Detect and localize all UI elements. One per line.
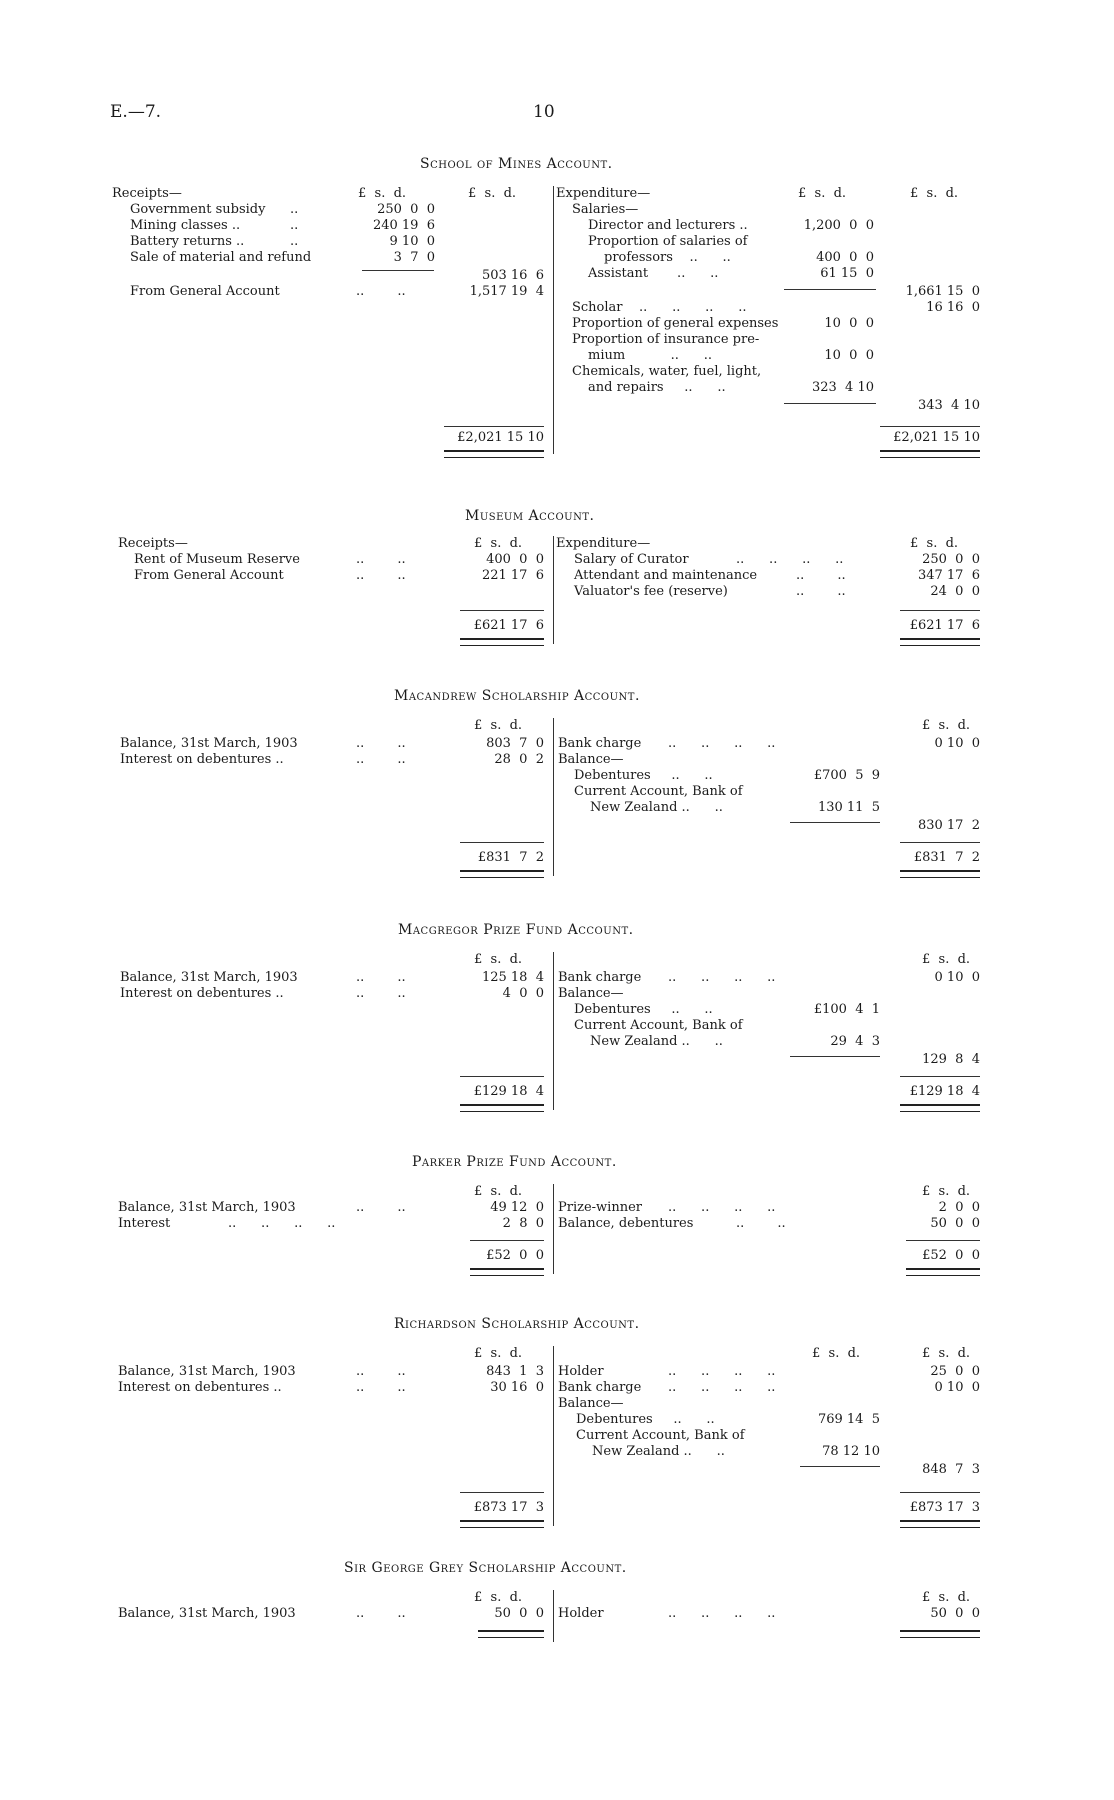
expense-label: Attendant and maintenance xyxy=(574,568,758,583)
expenditure-label: Expenditure— xyxy=(556,536,651,551)
receipt-label: Rent of Museum Reserve xyxy=(134,552,300,567)
receipt-amount: 30 16 0 xyxy=(490,1380,544,1395)
leader-dots: .. .. xyxy=(356,1380,406,1395)
expense-group: Salaries— xyxy=(572,202,639,217)
double-rule xyxy=(906,1268,980,1276)
expense-amount: 323 4 10 xyxy=(811,380,874,395)
expense-label: Proportion of insurance pre- xyxy=(572,332,760,347)
column-header: £ s. d. xyxy=(474,1590,523,1605)
column-header: £ s. d. xyxy=(474,718,523,733)
expense-amount: 400 0 0 xyxy=(816,250,874,265)
expense-label: Bank charge xyxy=(558,736,642,751)
receipts-label: Receipts— xyxy=(112,186,182,201)
expense-amount: 24 0 0 xyxy=(930,584,980,599)
receipt-subtotal: 503 16 6 xyxy=(481,268,544,283)
expense-label: Current Account, Bank of xyxy=(574,784,743,799)
receipts-total: £129 18 4 xyxy=(473,1084,544,1099)
rule xyxy=(460,610,544,611)
leader-dots: .. .. xyxy=(356,736,406,751)
receipt-label: Balance, 31st March, 1903 xyxy=(118,1606,296,1621)
page-number: 10 xyxy=(533,102,555,122)
receipt-label: Balance, 31st March, 1903 xyxy=(118,1364,296,1379)
receipt-amount: 49 12 0 xyxy=(490,1200,544,1215)
leader-dots: .. .. xyxy=(796,568,846,583)
receipt-label: Battery returns .. xyxy=(130,234,245,249)
leader-dots: .. .. .. .. xyxy=(668,1380,776,1395)
expense-label: Debentures .. .. xyxy=(576,1412,715,1427)
rule xyxy=(470,1240,544,1241)
column-header: £ s. d. xyxy=(910,186,959,201)
receipt-label: Balance, 31st March, 1903 xyxy=(120,736,298,751)
column-header: £ s. d. xyxy=(922,1184,971,1199)
rule xyxy=(460,1076,544,1077)
expense-label: Assistant .. .. xyxy=(588,266,719,281)
leader-dots: .. .. .. .. xyxy=(668,970,776,985)
expense-label: Scholar .. .. .. .. xyxy=(572,300,747,315)
expense-label: professors .. .. xyxy=(604,250,731,265)
column-header: £ s. d. xyxy=(474,1346,523,1361)
receipt-amount: 50 0 0 xyxy=(494,1606,544,1621)
leader-dots: .. .. .. .. xyxy=(668,736,776,751)
expense-subtotal: 1,661 15 0 xyxy=(905,284,980,299)
receipt-amount: 803 7 0 xyxy=(486,736,544,751)
expense-amount: 2 0 0 xyxy=(938,1200,980,1215)
expense-amount: 0 10 0 xyxy=(934,1380,980,1395)
double-rule xyxy=(900,870,980,878)
receipt-label: From General Account xyxy=(134,568,284,583)
expense-subtotal: 129 8 4 xyxy=(922,1052,980,1067)
expense-label: Bank charge xyxy=(558,1380,642,1395)
receipts-total: £2,021 15 10 xyxy=(457,430,544,445)
leader-dots: .. .. xyxy=(356,552,406,567)
leader-dots: .. .. xyxy=(356,568,406,583)
expense-label: Debentures .. .. xyxy=(574,1002,713,1017)
double-rule xyxy=(900,1520,980,1528)
leader-dots: .. .. .. .. xyxy=(228,1216,336,1231)
section-title: Richardson Scholarship Account. xyxy=(394,1316,640,1332)
receipt-amount: 3 7 0 xyxy=(393,250,435,265)
expense-label: Proportion of salaries of xyxy=(588,234,748,249)
leader-dots: .. .. xyxy=(356,986,406,1001)
column-divider xyxy=(553,1346,554,1526)
section-title: Macandrew Scholarship Account. xyxy=(394,688,640,704)
column-divider xyxy=(553,1590,554,1642)
receipt-label: Interest xyxy=(118,1216,171,1231)
leader-dots: .. .. .. .. xyxy=(668,1364,776,1379)
rule xyxy=(800,1466,880,1467)
column-header: £ s. d. xyxy=(474,1184,523,1199)
rule xyxy=(900,842,980,843)
column-header: £ s. d. xyxy=(922,1346,971,1361)
expenditure-total: £621 17 6 xyxy=(909,618,980,633)
section-title: Sir George Grey Scholarship Account. xyxy=(344,1560,627,1576)
double-rule xyxy=(900,1630,980,1638)
receipt-label: Mining classes .. xyxy=(130,218,241,233)
receipt-amount: 843 1 3 xyxy=(486,1364,544,1379)
receipt-amount: 28 0 2 xyxy=(494,752,544,767)
expense-amount: 130 11 5 xyxy=(817,800,880,815)
expense-label: New Zealand .. .. xyxy=(590,1034,723,1049)
double-rule xyxy=(460,870,544,878)
double-rule xyxy=(478,1630,544,1638)
expense-subtotal: 830 17 2 xyxy=(917,818,980,833)
rule xyxy=(784,403,876,404)
rule xyxy=(900,1492,980,1493)
rule xyxy=(784,289,876,290)
column-header: £ s. d. xyxy=(468,186,517,201)
leader-dots: .. .. xyxy=(356,970,406,985)
expense-label: Current Account, Bank of xyxy=(574,1018,743,1033)
section-title: Parker Prize Fund Account. xyxy=(412,1154,617,1170)
leader-dots: .. .. .. .. xyxy=(668,1200,776,1215)
receipt-label: Interest on debentures .. xyxy=(120,986,284,1001)
leader-dots: .. .. .. .. xyxy=(736,552,844,567)
receipt-label: Balance, 31st March, 1903 xyxy=(120,970,298,985)
leader-dots: .. .. xyxy=(356,284,406,299)
section-title: School of Mines Account. xyxy=(420,156,613,172)
expenditure-label: Expenditure— xyxy=(556,186,651,201)
rule xyxy=(880,426,980,427)
receipt-amount: 250 0 0 xyxy=(377,202,435,217)
receipts-label: Receipts— xyxy=(118,536,188,551)
receipt-amount: 125 18 4 xyxy=(481,970,544,985)
column-divider xyxy=(553,536,554,644)
expense-amount: 50 0 0 xyxy=(930,1606,980,1621)
leader-dots: .. .. xyxy=(356,1364,406,1379)
expense-label: Current Account, Bank of xyxy=(576,1428,745,1443)
expense-label: Holder xyxy=(558,1364,604,1379)
column-header: £ s. d. xyxy=(910,536,959,551)
leader-dots: .. .. xyxy=(356,1200,406,1215)
expense-amount: 1,200 0 0 xyxy=(803,218,874,233)
expenditure-total: £129 18 4 xyxy=(909,1084,980,1099)
expenditure-total: £2,021 15 10 xyxy=(893,430,980,445)
receipt-label: Sale of material and refund xyxy=(130,250,312,265)
expense-amount: 0 10 0 xyxy=(934,736,980,751)
column-divider xyxy=(553,718,554,876)
expense-label: New Zealand .. .. xyxy=(590,800,723,815)
expense-amount: 0 10 0 xyxy=(934,970,980,985)
leader-dots: .. .. xyxy=(736,1216,786,1231)
rule xyxy=(906,1240,980,1241)
rule xyxy=(900,610,980,611)
expense-amount: 769 14 5 xyxy=(817,1412,880,1427)
rule xyxy=(460,842,544,843)
column-header: £ s. d. xyxy=(474,952,523,967)
receipt-amount: 2 8 0 xyxy=(502,1216,544,1231)
expense-group: Balance— xyxy=(558,752,624,767)
leader-dots: .. .. xyxy=(356,1606,406,1621)
column-header: £ s. d. xyxy=(812,1346,861,1361)
double-rule xyxy=(444,450,544,458)
expenditure-total: £873 17 3 xyxy=(909,1500,980,1515)
receipt-label: Interest on debentures .. xyxy=(118,1380,282,1395)
rule xyxy=(362,270,434,271)
expense-label: Holder xyxy=(558,1606,604,1621)
receipt-label: From General Account xyxy=(130,284,280,299)
receipts-total: £873 17 3 xyxy=(473,1500,544,1515)
double-rule xyxy=(460,638,544,646)
rule xyxy=(444,426,544,427)
leader-dots: .. .. xyxy=(796,584,846,599)
rule xyxy=(900,1076,980,1077)
double-rule xyxy=(470,1268,544,1276)
double-rule xyxy=(460,1104,544,1112)
leader-dots: .. xyxy=(290,234,299,249)
rule xyxy=(790,1056,880,1057)
receipt-amount: 400 0 0 xyxy=(486,552,544,567)
rule xyxy=(790,822,880,823)
receipt-label: Interest on debentures .. xyxy=(120,752,284,767)
receipt-amount: 221 17 6 xyxy=(481,568,544,583)
receipt-label: Government subsidy xyxy=(130,202,266,217)
expenditure-total: £831 7 2 xyxy=(913,850,980,865)
leader-dots: .. xyxy=(290,202,299,217)
expenditure-total: £52 0 0 xyxy=(922,1248,980,1263)
expense-amount: £700 5 9 xyxy=(813,768,880,783)
receipt-amount: 1,517 19 4 xyxy=(469,284,544,299)
leader-dots: .. xyxy=(290,218,299,233)
receipts-total: £831 7 2 xyxy=(477,850,544,865)
expense-amount: 25 0 0 xyxy=(930,1364,980,1379)
expense-amount: 10 0 0 xyxy=(824,348,874,363)
receipt-amount: 4 0 0 xyxy=(502,986,544,1001)
expense-label: New Zealand .. .. xyxy=(592,1444,725,1459)
leader-dots: .. .. xyxy=(356,752,406,767)
expense-label: Salary of Curator xyxy=(574,552,689,567)
section-title: Macgregor Prize Fund Account. xyxy=(398,922,634,938)
expense-label: Valuator's fee (reserve) xyxy=(574,584,728,599)
expense-label: Balance, debentures xyxy=(558,1216,694,1231)
section-title: Museum Account. xyxy=(465,508,595,524)
expense-label: Director and lecturers .. xyxy=(588,218,748,233)
receipt-amount: 9 10 0 xyxy=(389,234,435,249)
double-rule xyxy=(900,638,980,646)
column-header: £ s. d. xyxy=(358,186,407,201)
expense-amount: 10 0 0 xyxy=(824,316,874,331)
double-rule xyxy=(880,450,980,458)
expense-label: and repairs .. .. xyxy=(588,380,726,395)
expense-group: Balance— xyxy=(558,986,624,1001)
expense-amount: 78 12 10 xyxy=(822,1444,880,1459)
expense-amount: 29 4 3 xyxy=(830,1034,880,1049)
column-header: £ s. d. xyxy=(922,718,971,733)
expense-amount: 347 17 6 xyxy=(917,568,980,583)
column-header: £ s. d. xyxy=(474,536,523,551)
expense-amount: 61 15 0 xyxy=(820,266,874,281)
expense-subtotal: 848 7 3 xyxy=(922,1462,980,1477)
expense-group: Balance— xyxy=(558,1396,624,1411)
column-divider xyxy=(553,952,554,1110)
double-rule xyxy=(460,1520,544,1528)
receipts-total: £621 17 6 xyxy=(473,618,544,633)
receipts-total: £52 0 0 xyxy=(486,1248,544,1263)
double-rule xyxy=(900,1104,980,1112)
expense-amount: 16 16 0 xyxy=(926,300,980,315)
expense-amount: £100 4 1 xyxy=(813,1002,880,1017)
expense-label: Chemicals, water, fuel, light, xyxy=(572,364,762,379)
expense-label: Proportion of general expenses xyxy=(572,316,779,331)
column-header: £ s. d. xyxy=(922,1590,971,1605)
page-code: E.—7. xyxy=(110,102,162,122)
expense-amount: 250 0 0 xyxy=(922,552,980,567)
column-divider xyxy=(553,186,554,454)
receipt-label: Balance, 31st March, 1903 xyxy=(118,1200,296,1215)
expense-label: Debentures .. .. xyxy=(574,768,713,783)
column-header: £ s. d. xyxy=(922,952,971,967)
rule xyxy=(460,1492,544,1493)
expense-label: mium .. .. xyxy=(588,348,712,363)
expense-amount: 50 0 0 xyxy=(930,1216,980,1231)
leader-dots: .. .. .. .. xyxy=(668,1606,776,1621)
expense-label: Bank charge xyxy=(558,970,642,985)
column-divider xyxy=(553,1184,554,1274)
expense-label: Prize-winner xyxy=(558,1200,642,1215)
expense-subtotal: 343 4 10 xyxy=(917,398,980,413)
column-header: £ s. d. xyxy=(798,186,847,201)
receipt-amount: 240 19 6 xyxy=(372,218,435,233)
